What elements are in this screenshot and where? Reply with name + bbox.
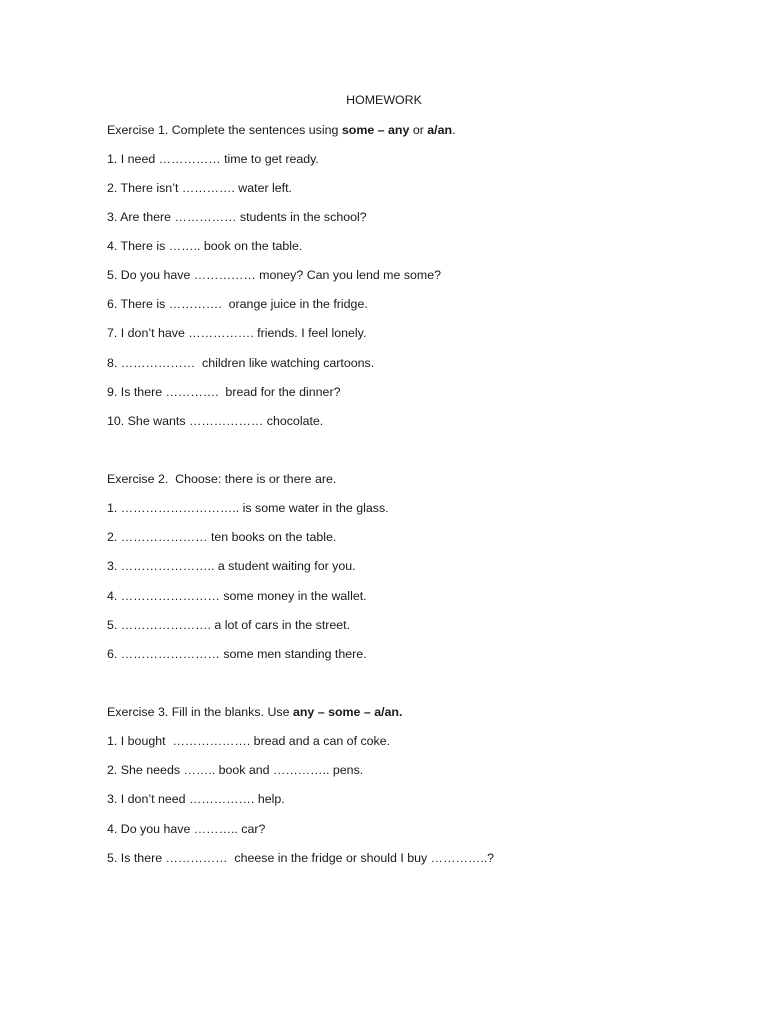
- exercise-1-item-8: 8. ……………… children like watching cartoons.: [107, 356, 375, 370]
- exercise-1-item-4: 4. There is …….. book on the table.: [107, 239, 303, 253]
- exercise-2-item-5: 5. …………………. a lot of cars in the street.: [107, 618, 351, 632]
- exercise-3-item-2: 2. She needs …….. book and ………….. pens.: [107, 763, 364, 777]
- exercise-3-heading: [107, 704, 402, 720]
- exercise-2-item-4: 4. …………………… some money in the wallet.: [107, 589, 367, 603]
- exercise-1-item-2: 2. There isn’t …………. water left.: [107, 181, 293, 195]
- exercise-2-heading: Exercise 2. Choose: there is or there are.: [107, 472, 337, 486]
- exercise-1-heading-suffix: .: [452, 123, 456, 137]
- exercise-3-item-1: 1. I bought ………………. bread and a can of coke.: [107, 734, 391, 748]
- exercise-1-heading: [107, 122, 456, 138]
- exercise-1-item-3: 3. Are there …………… students in the school?: [107, 210, 367, 224]
- exercise-3-heading-bold: any – some – a/an.: [292, 705, 403, 719]
- exercise-2-item-3: 3. ………………….. a student waiting for you.: [107, 559, 356, 573]
- exercise-3-item-5: 5. Is there …………… cheese in the fridge or should I buy …………..?: [107, 851, 495, 865]
- exercise-3-heading-prefix: Exercise 3. Fill in the blanks. Use: [107, 705, 293, 719]
- exercise-1-item-1: 1. I need …………… time to get ready.: [107, 152, 319, 166]
- exercise-1-heading-bold-a-an: a/an: [427, 123, 453, 137]
- exercise-1-heading-mid: or: [409, 123, 428, 137]
- exercise-1-item-10: 10. She wants ……………… chocolate.: [107, 414, 324, 428]
- exercise-1-item-7: 7. I don’t have ……………. friends. I feel lonely.: [107, 326, 367, 340]
- exercise-1-heading-bold-some-any: some – any: [341, 123, 410, 137]
- exercise-1-item-6: 6. There is …………. orange juice in the fridge.: [107, 297, 368, 311]
- exercise-1-item-5: 5. Do you have …………… money? Can you lend me some?: [107, 268, 442, 282]
- exercise-1-item-9: 9. Is there …………. bread for the dinner?: [107, 385, 341, 399]
- exercise-2-item-2: 2. ………………… ten books on the table.: [107, 530, 337, 544]
- exercise-2-item-1: 1. ……………………….. is some water in the glass.: [107, 501, 389, 515]
- exercise-3-item-3: 3. I don’t need ……………. help.: [107, 792, 285, 806]
- exercise-1-heading-prefix: Exercise 1. Complete the sentences using: [107, 123, 342, 137]
- exercise-3-item-4: 4. Do you have ……….. car?: [107, 822, 266, 836]
- page-title: HOMEWORK: [346, 93, 422, 107]
- exercise-2-item-6: 6. …………………… some men standing there.: [107, 647, 367, 661]
